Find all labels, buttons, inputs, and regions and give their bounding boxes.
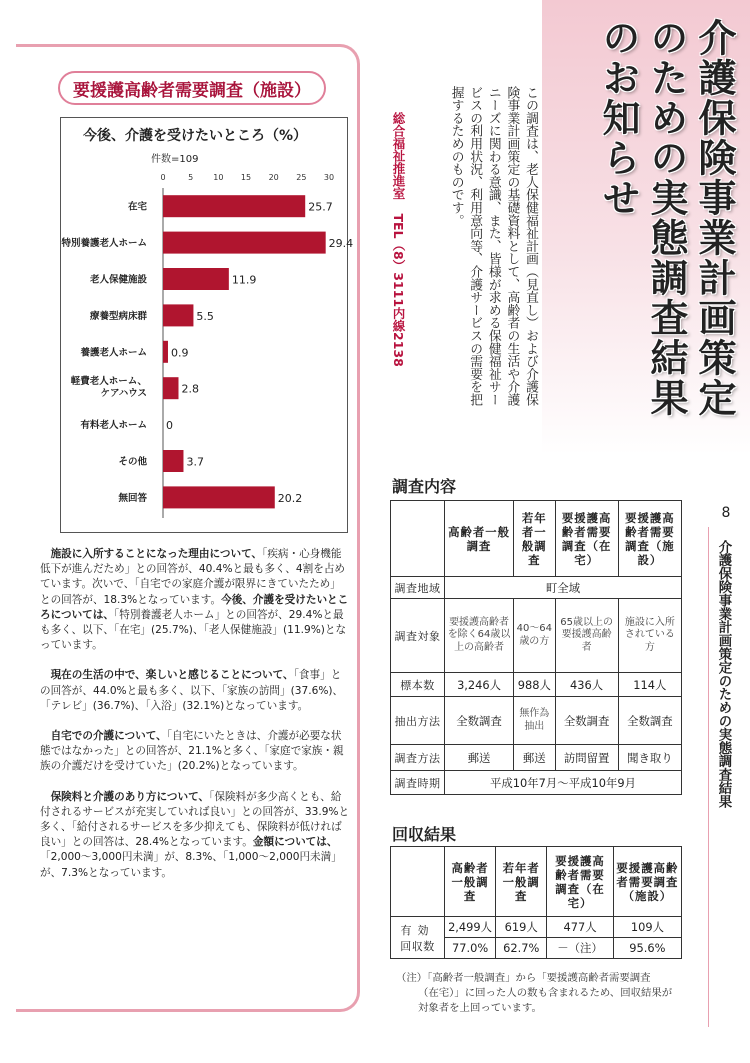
table-cell: 無作為抽出 (514, 697, 555, 745)
paragraph-reasons (40, 547, 350, 653)
row-header: 抽出方法 (391, 697, 445, 745)
bar (163, 195, 305, 217)
category-label: 無回答 (118, 492, 147, 504)
bar-value-label: 5.5 (196, 309, 214, 323)
table-cell: 109人 (613, 917, 681, 938)
paragraph-home-care (40, 729, 350, 775)
x-tick-label: 10 (213, 173, 224, 182)
bar-chart (60, 117, 354, 533)
x-tick-label: 5 (188, 173, 194, 182)
category-label: 有料老人ホーム (80, 420, 147, 432)
table-cell: 2,499人 (445, 917, 496, 938)
bar-value-label: 25.7 (308, 200, 333, 214)
column-header: 要援護高齢者需要調査（在宅） (555, 501, 618, 577)
section-title: 要援護高齢者需要調査（施設） (58, 71, 326, 105)
category-label: ケアハウス (100, 388, 147, 400)
category-label: 軽費老人ホーム、 (70, 376, 147, 388)
text-run: 「疾病・心身機能低下が進んだため」との回答が、40.4%と最も多く、4割を占めています。次いで、「自宅での家庭介護が限界にきていたため」との回答が、18.3%となっています。 (40, 548, 346, 606)
bar-value-label: 0.9 (170, 346, 189, 360)
body-text (40, 547, 350, 896)
column-header: 要援護高齢者需要調査（在宅） (547, 847, 614, 917)
column-header: 高齢者一般調査 (445, 501, 514, 577)
row-header (391, 917, 445, 959)
table-cell: 436人 (555, 673, 618, 697)
table-corner (391, 847, 445, 917)
table-cell: 95.6% (613, 938, 681, 959)
bold-text-run: 自宅での介護について、 (50, 730, 167, 743)
row-header-line: 有効 (400, 923, 435, 937)
intro-text: この調査は、老人保健福祉計画（見直し）および介護保険事業計画策定の基礎資料として、高齢者の生活や介護ニーズに関わる意識、また、皆様が求める保健福祉サービスの利用状況、利用意向等、介護サービスの需要を把握するためのものです。 (448, 86, 538, 406)
x-tick-label: 20 (268, 173, 279, 182)
survey-table-heading: 調査内容 (392, 474, 456, 497)
table-cell: 477人 (547, 917, 614, 938)
row-header-line: 回収数 (400, 939, 435, 953)
table-cell: 619人 (496, 917, 547, 938)
chart-count-label: 件数=109 (151, 154, 199, 165)
table-cell: －（注） (547, 938, 614, 959)
survey-table (390, 500, 682, 795)
text-run: 「2,000～3,000円未満」が、8.3%、「1,000～2,000円未満」が、7.3%となっています。 (40, 851, 342, 879)
column-header: 要援護高齢者需要調査（施設） (618, 501, 681, 577)
row-header: 標本数 (391, 673, 445, 697)
bar-value-label: 29.4 (328, 237, 354, 251)
page-divider (708, 527, 709, 1027)
table-cell: 全数調査 (555, 697, 618, 745)
bar-value-label: 0 (166, 419, 173, 433)
bold-text-run: 保険料と介護のあり方について、 (50, 790, 210, 803)
footnote-line: （注）「高齢者一般調査」から「要援護高齢者需要調査 (396, 972, 651, 984)
table-cell: 全数調査 (445, 697, 514, 745)
bar-value-label: 20.2 (277, 491, 303, 505)
table-cell: 郵送 (514, 745, 555, 771)
bold-text-run: 金額については、 (252, 836, 338, 849)
table-cell: 3,246人 (445, 673, 514, 697)
page-number: 8 (721, 505, 731, 521)
left-panel (16, 44, 360, 1012)
category-label: その他 (118, 456, 147, 468)
text-run: 「自宅にいたときは、介護が必要な状態ではなかった」との回答が、21.1%と多く、「家庭で家族・親族の介護だけを受けていた」(20.2%)となっています。 (40, 730, 344, 773)
bar-value-label: 11.9 (231, 273, 257, 287)
main-title: 介護保険事業計画策定のための実態調査結果のお知らせ (596, 18, 736, 418)
category-label: 療養型病床群 (89, 310, 147, 322)
contact-department: 総合福祉推進室 (391, 112, 406, 200)
table-corner (391, 501, 445, 577)
x-tick-label: 15 (240, 173, 252, 182)
bar-value-label: 2.8 (181, 382, 199, 396)
table-cell: 平成10年7月～平成10年9月 (445, 771, 682, 795)
table-cell: 62.7% (496, 938, 547, 959)
bar (163, 377, 178, 399)
column-header: 高齢者一般調査 (445, 847, 496, 917)
bold-text-run: 現在の生活の中で、楽しいと感じることについて、 (50, 669, 294, 682)
category-label: 特別養護老人ホーム (61, 238, 147, 250)
category-label: 老人保健施設 (89, 274, 147, 286)
category-label: 在宅 (127, 201, 147, 213)
x-tick-label: 30 (323, 173, 335, 182)
category-label: 養護老人ホーム (80, 347, 147, 359)
column-header: 若年者一般調査 (496, 847, 547, 917)
table-cell: 77.0% (445, 938, 496, 959)
running-title: 介護保険事業計画策定のための実態調査結果 (716, 540, 731, 808)
bar (163, 304, 193, 326)
column-header: 要援護高齢者需要調査（施設） (613, 847, 681, 917)
contact-telephone: TEL（8）3111内線2138 (391, 213, 406, 367)
table-cell: 郵送 (445, 745, 514, 771)
text-run: 「特別養護老人ホーム」との回答が、29.4%と最も多く、以下、「在宅」(25.7%)、「老人保健施設」(11.9%)となっています。 (40, 608, 347, 652)
table-cell: 65歳以上の要援護高齢者 (555, 599, 618, 673)
table-cell: 訪問留置 (555, 745, 618, 771)
paragraph-premium (40, 790, 350, 881)
bar (163, 232, 326, 254)
text-run: 「保険料が多少高くとも、給付されるサービスが充実していれば良い」との回答が、33.9%と多く、「給付されるサービスを多少抑えても、保険料が低ければ良い」との回答は、28.4%となっています。 (40, 790, 350, 849)
column-header: 若年者一般調査 (514, 501, 555, 577)
table-cell: 全数調査 (618, 697, 681, 745)
table-cell: 40～64歳の方 (514, 599, 555, 673)
table-cell: 施設に入所されている方 (618, 599, 681, 673)
row-header: 調査方法 (391, 745, 445, 771)
text-run: 「食事」との回答が、44.0%と最も多く、以下、「家族の訪問」(37.6%)、「テレビ」(36.7%)、「入浴」(32.1%)となっています。 (40, 669, 344, 712)
bold-text-run: 施設に入所することになった理由について、 (50, 548, 263, 560)
row-header: 調査時期 (391, 771, 445, 795)
bar-value-label: 3.7 (186, 455, 204, 469)
x-tick-label: 25 (296, 173, 307, 182)
contact-info (390, 112, 406, 442)
table-cell: 町全域 (445, 577, 682, 599)
bold-text-run: 今後、介護を受けたいところについては、 (40, 593, 349, 621)
bar (163, 268, 229, 290)
table-cell: 聞き取り (618, 745, 681, 771)
bar (163, 450, 183, 472)
chart-svg (61, 118, 354, 534)
footnote-line: （在宅）」に回った人の数も含まれるため、回収結果が対象者を上回っています。 (418, 987, 673, 1014)
row-header: 調査地域 (391, 577, 445, 599)
chart-title: 今後、介護を受けたいところ（%） (83, 128, 308, 144)
footnote (396, 971, 676, 1016)
result-table-heading: 回収結果 (392, 822, 456, 845)
row-header: 調査対象 (391, 599, 445, 673)
result-table (390, 846, 682, 959)
x-tick-label: 0 (160, 173, 166, 182)
table-cell: 要援護高齢者を除く64歳以上の高齢者 (445, 599, 514, 673)
table-cell: 114人 (618, 673, 681, 697)
bar (163, 486, 275, 508)
table-cell: 988人 (514, 673, 555, 697)
bar (163, 341, 168, 363)
paragraph-enjoyment (40, 668, 350, 714)
